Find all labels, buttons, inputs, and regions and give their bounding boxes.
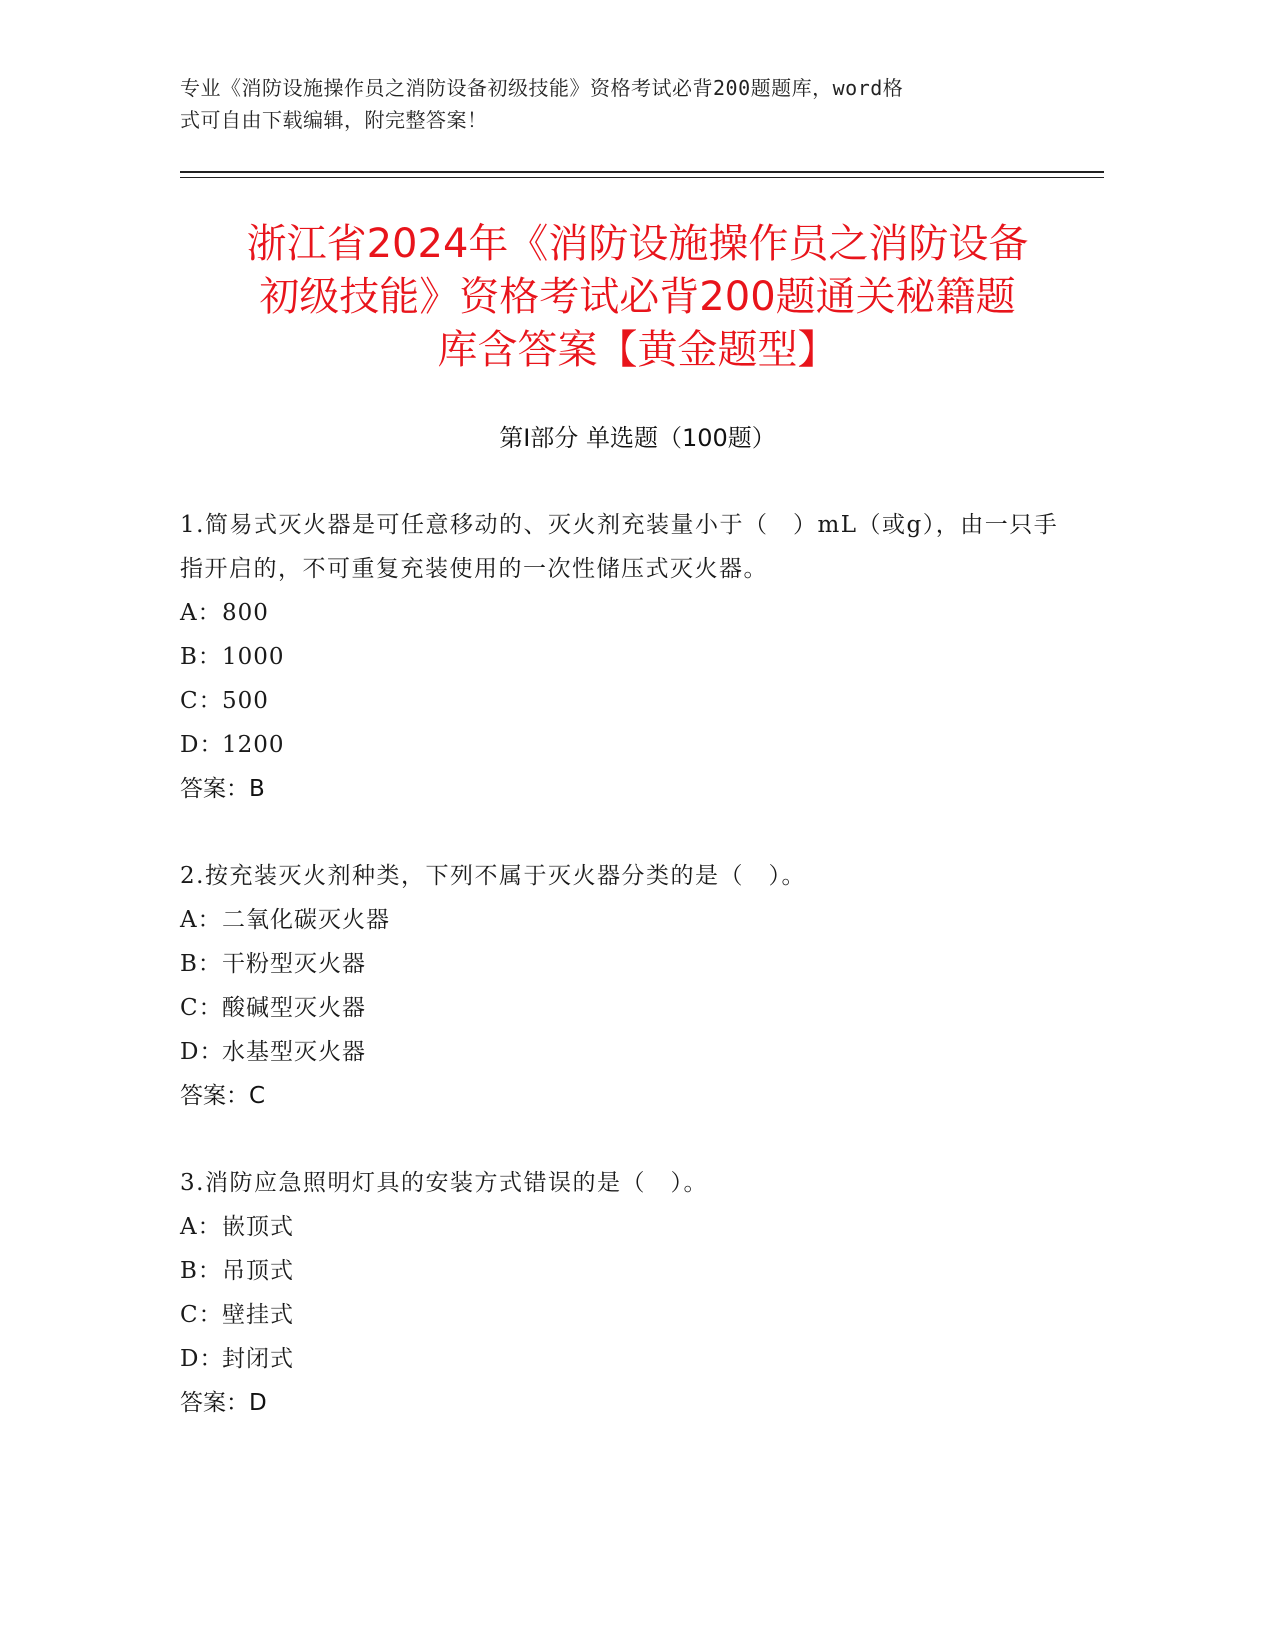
option-b — [180, 635, 1080, 679]
option-text: 嵌顶式 — [222, 1214, 294, 1240]
option-text: 1200 — [222, 732, 285, 758]
section-heading: 第Ⅰ部分 单选题（100题） — [499, 424, 776, 452]
question-1 — [180, 503, 1080, 811]
option-letter: A： — [180, 1214, 222, 1240]
option-text: 800 — [222, 600, 269, 626]
option-c — [180, 679, 1080, 723]
title-line-3: 库含答案【黄金题型】 — [437, 327, 838, 373]
option-letter: B： — [180, 644, 222, 670]
question-stem: 3.消防应急照明灯具的安装方式错误的是（ ）。 — [180, 1170, 708, 1196]
option-letter: A： — [180, 907, 222, 933]
option-letter: B： — [180, 1258, 222, 1284]
answer-key: 答案：D — [180, 1390, 267, 1416]
option-text: 1000 — [222, 644, 285, 670]
option-b — [180, 1249, 1080, 1293]
option-d — [180, 1337, 1080, 1381]
answer-key: 答案：C — [180, 1083, 266, 1109]
option-a — [180, 898, 1080, 942]
option-d — [180, 723, 1080, 767]
option-c — [180, 986, 1080, 1030]
option-text: 干粉型灭火器 — [222, 951, 366, 977]
option-text: 水基型灭火器 — [222, 1039, 366, 1065]
document-header-note — [180, 72, 1040, 136]
option-letter: A： — [180, 600, 222, 626]
question-list — [180, 503, 1080, 1468]
option-a — [180, 591, 1080, 635]
header-note-line-2: 式可自由下载编辑，附完整答案！ — [180, 108, 488, 132]
option-d — [180, 1030, 1080, 1074]
option-text: 壁挂式 — [222, 1302, 294, 1328]
option-letter: C： — [180, 995, 223, 1021]
option-text: 二氧化碳灭火器 — [222, 907, 390, 933]
option-a — [180, 1205, 1080, 1249]
header-divider-bottom — [180, 177, 1104, 178]
option-letter: C： — [180, 1302, 223, 1328]
question-stem: 1.简易式灭火器是可任意移动的、灭火剂充装量小于（ ）mL（或g），由一只手指开启的，不可重复充装使用的一次性储压式灭火器。 — [180, 512, 1059, 582]
header-divider-top — [180, 171, 1104, 173]
option-b — [180, 942, 1080, 986]
answer-key: 答案：B — [180, 776, 265, 802]
option-letter: D： — [180, 732, 224, 758]
option-text: 500 — [222, 688, 269, 714]
option-letter: D： — [180, 1039, 224, 1065]
question-2 — [180, 854, 1080, 1118]
option-letter: B： — [180, 951, 222, 977]
option-letter: D： — [180, 1346, 224, 1372]
header-note-line-1: 专业《消防设施操作员之消防设备初级技能》资格考试必背200题题库，word格 — [180, 76, 904, 100]
option-text: 酸碱型灭火器 — [222, 995, 366, 1021]
option-c — [180, 1293, 1080, 1337]
title-line-1: 浙江省2024年《消防设施操作员之消防设备 — [246, 221, 1029, 267]
title-line-2: 初级技能》资格考试必背200题通关秘籍题 — [259, 274, 1016, 320]
option-text: 吊顶式 — [222, 1258, 294, 1284]
question-3 — [180, 1161, 1080, 1425]
option-text: 封闭式 — [222, 1346, 294, 1372]
question-stem: 2.按充装灭火剂种类，下列不属于灭火器分类的是（ ）。 — [180, 863, 806, 889]
document-title — [150, 218, 1125, 377]
option-letter: C： — [180, 688, 223, 714]
